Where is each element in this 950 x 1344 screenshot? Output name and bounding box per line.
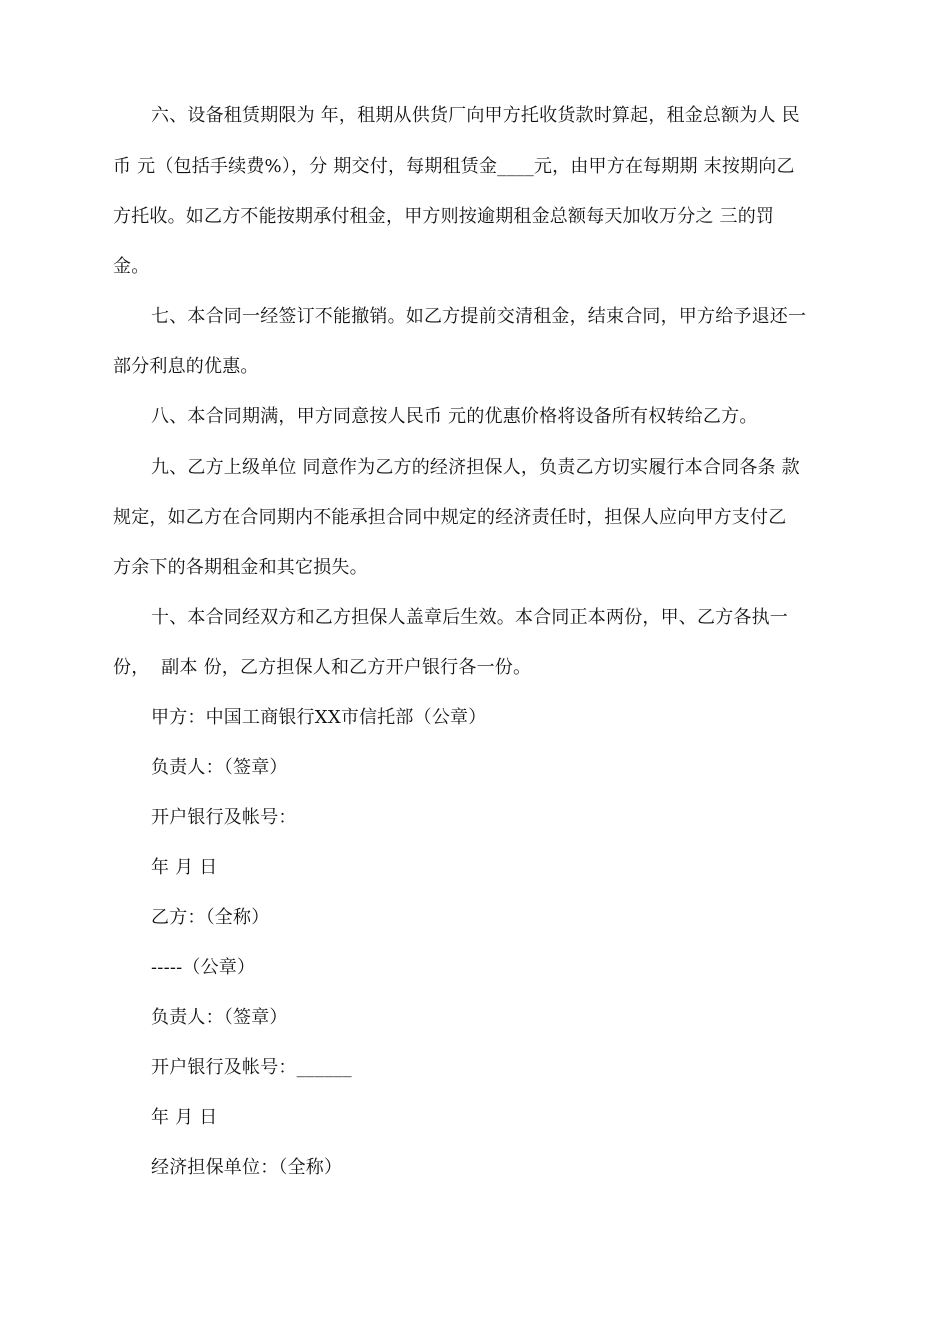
clause-9-line-3: 方余下的各期租金和其它损失。 — [113, 557, 368, 578]
party-b-principal: 负责人：（签章） — [151, 1007, 288, 1028]
party-b-bank-account: 开户银行及帐号：______ — [151, 1057, 352, 1078]
clause-10-line-1: 十、本合同经双方和乙方担保人盖章后生效。本合同正本两份，甲、乙方各执一 — [151, 607, 788, 628]
clause-9-line-1: 九、乙方上级单位 同意作为乙方的经济担保人，负责乙方切实履行本合同各条 款 — [151, 457, 800, 478]
clause-6-line-2: 币 元（包括手续费%），分 期交付，每期租赁金____元，由甲方在每期期 末按期向乙 — [113, 156, 795, 177]
party-a-principal: 负责人：（签章） — [151, 757, 288, 778]
guarantor-name: 经济担保单位：（全称） — [151, 1157, 343, 1178]
party-a-bank-account: 开户银行及帐号： — [151, 807, 297, 828]
clause-7-line-2: 部分利息的优惠。 — [113, 356, 259, 377]
clause-6-line-1: 六、设备租赁期限为 年，租期从供货厂向甲方托收货款时算起，租金总额为人 民 — [151, 105, 800, 126]
clause-9-line-2: 规定，如乙方在合同期内不能承担合同中规定的经济责任时，担保人应向甲方支付乙 — [113, 507, 787, 528]
clause-7-line-1: 七、本合同一经签订不能撤销。如乙方提前交清租金，结束合同，甲方给予退还一 — [151, 306, 807, 327]
party-b-seal: -----（公章） — [151, 957, 256, 978]
party-b-date: 年 月 日 — [151, 1107, 218, 1128]
clause-6-line-4: 金。 — [113, 256, 150, 277]
clause-10-line-2: 份， 副本 份，乙方担保人和乙方开户银行各一份。 — [113, 657, 532, 678]
clause-8-line-1: 八、本合同期满，甲方同意按人民币 元的优惠价格将设备所有权转给乙方。 — [151, 406, 758, 427]
party-a-date: 年 月 日 — [151, 857, 218, 878]
party-b-name: 乙方：（全称） — [151, 907, 270, 928]
party-a-name: 甲方：中国工商银行XX市信托部（公章） — [151, 707, 487, 728]
clause-6-line-3: 方托收。如乙方不能按期承付租金，甲方则按逾期租金总额每天加收万分之 三的罚 — [113, 206, 775, 227]
